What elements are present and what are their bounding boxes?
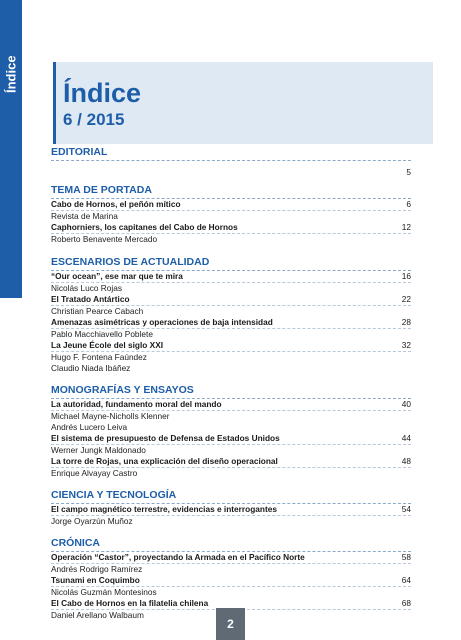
- section-title: CIENCIA Y TECNOLOGÍA: [51, 489, 177, 501]
- entry-author: Werner Jungk Maldonado: [51, 445, 146, 455]
- entry-title: La torre de Rojas, una explicación del diseño operacional: [51, 456, 278, 466]
- section-title: TEMA DE PORTADA: [51, 184, 152, 196]
- entry-author: Hugo F. Fontena Faúndez: [51, 352, 147, 362]
- entry-page-number: 6: [406, 199, 411, 209]
- entry-author: Michael Mayne-Nicholls Klenner: [51, 411, 170, 421]
- toc-entry: [51, 222, 411, 245]
- header-accent-bar: [53, 62, 56, 144]
- entry-page-number: 16: [401, 271, 411, 281]
- entry-title: La Jeune École del siglo XXI: [51, 340, 164, 350]
- entry-author: Revista de Marina: [51, 211, 118, 221]
- toc-entry: [51, 504, 411, 527]
- toc-section: [51, 256, 411, 374]
- entry-page-number: 40: [401, 399, 411, 409]
- entry-author: Enrique Alvayay Castro: [51, 468, 138, 478]
- entry-author: Nicolás Luco Rojas: [51, 283, 123, 293]
- entry-author: Pablo Macchiavello Poblete: [51, 329, 153, 339]
- entry-page-number: 48: [401, 456, 411, 466]
- section-page-number: 5: [406, 167, 411, 177]
- side-tab-label: Índice: [3, 55, 19, 93]
- entry-author: Andrés Lucero Leiva: [51, 422, 128, 432]
- entry-author: Andrés Rodrigo Ramírez: [51, 564, 143, 574]
- toc-entry: [51, 199, 411, 222]
- entry-title: Amenazas asimétricas y operaciones de baja intensidad: [51, 317, 273, 327]
- toc-entry: [51, 340, 411, 374]
- entry-page-number: 12: [401, 222, 411, 232]
- entry-page-number: 64: [401, 575, 411, 585]
- toc-section: [51, 184, 411, 245]
- entry-author: Jorge Oyarzún Muñoz: [51, 516, 133, 526]
- toc-entry: [51, 433, 411, 456]
- entry-title: El campo magnético terrestre, evidencias e interrogantes: [51, 504, 277, 514]
- entry-author: Roberto Benavente Mercado: [51, 234, 158, 244]
- section-title: EDITORIAL: [51, 146, 108, 158]
- entry-title: La autoridad, fundamento moral del mando: [51, 399, 222, 409]
- entry-page-number: 22: [401, 294, 411, 304]
- entry-page-number: 44: [401, 433, 411, 443]
- entry-author: Daniel Arellano Walbaum: [51, 610, 144, 620]
- toc-entry: [51, 456, 411, 479]
- page-title: Índice: [63, 78, 142, 108]
- entry-title: Cabo de Hornos, el peñón mítico: [51, 199, 181, 209]
- toc-section: [51, 384, 411, 479]
- entry-page-number: 54: [401, 504, 411, 514]
- page-number-badge: 2: [216, 608, 245, 640]
- entry-page-number: 28: [401, 317, 411, 327]
- toc-entry: [51, 271, 411, 294]
- side-tab-notch: [0, 270, 22, 298]
- table-of-contents: [51, 146, 411, 621]
- toc-entry: [51, 399, 411, 433]
- entry-page-number: 68: [401, 598, 411, 608]
- entry-author: Claudio Niada Ibáñez: [51, 363, 131, 373]
- toc-entry: [51, 575, 411, 598]
- entry-author: Christian Pearce Cabach: [51, 306, 144, 316]
- entry-title: Caphorniers, los capitanes del Cabo de Hornos: [51, 222, 238, 232]
- section-title: MONOGRAFÍAS Y ENSAYOS: [51, 384, 194, 396]
- toc-entry: [51, 294, 411, 317]
- toc-entry: [51, 317, 411, 340]
- entry-title: Operación “Castor”, proyectando la Armada en el Pacífico Norte: [51, 552, 305, 562]
- toc-entry: [51, 552, 411, 575]
- entry-page-number: 58: [401, 552, 411, 562]
- entry-title: El Cabo de Hornos en la filatelia chilena: [51, 598, 209, 608]
- issue-number: 6 / 2015: [63, 110, 125, 129]
- entry-author: Nicolás Guzmán Montesinos: [51, 587, 157, 597]
- entry-title: Tsunami en Coquimbo: [51, 575, 140, 585]
- entry-page-number: 32: [401, 340, 411, 350]
- section-title: ESCENARIOS DE ACTUALIDAD: [51, 256, 210, 268]
- entry-title: “Our ocean”, ese mar que te mira: [51, 271, 183, 281]
- toc-section: [51, 489, 411, 527]
- entry-title: El sistema de presupuesto de Defensa de Estados Unidos: [51, 433, 280, 443]
- section-title: CRÓNICA: [51, 537, 100, 549]
- entry-title: El Tratado Antártico: [51, 294, 130, 304]
- toc-section: [51, 146, 411, 178]
